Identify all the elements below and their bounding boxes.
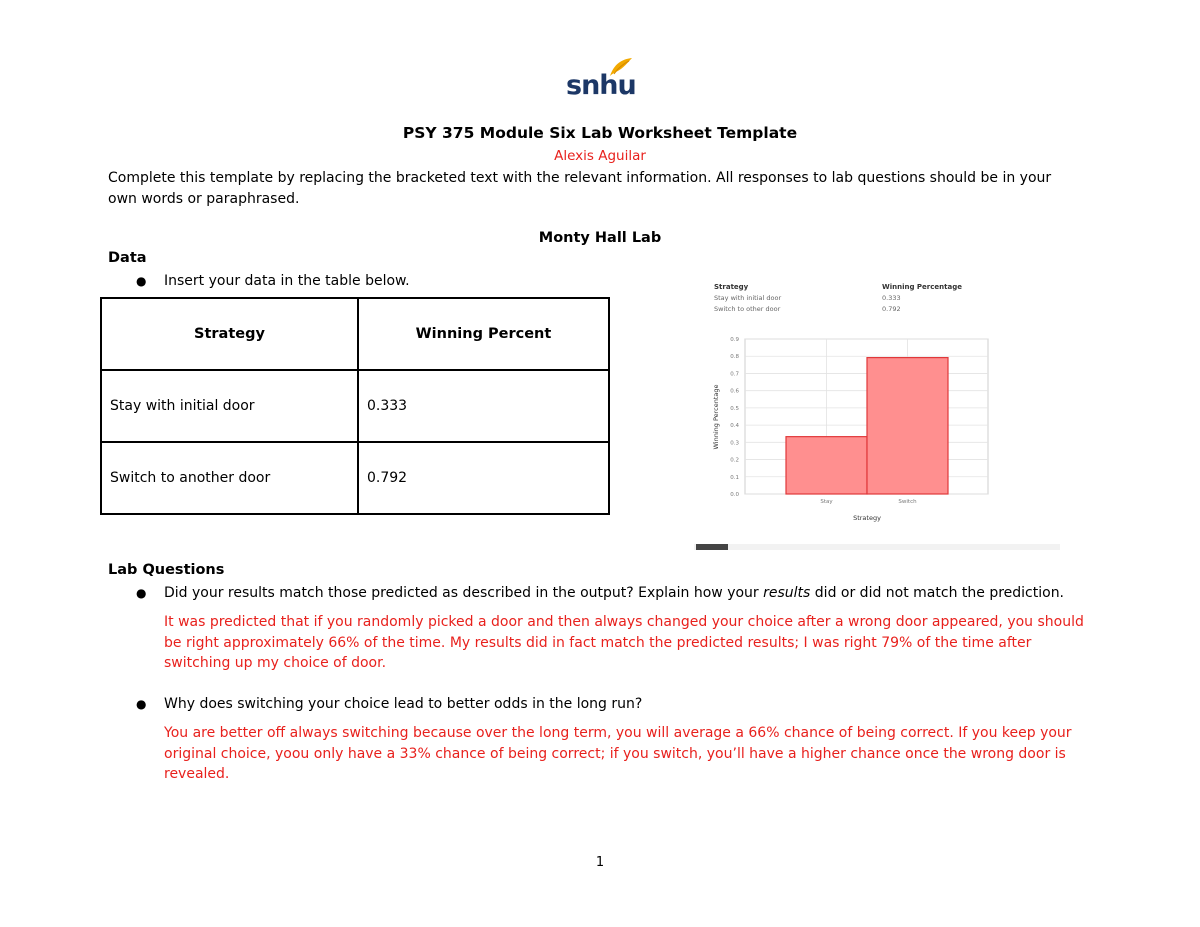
question-1-text-a: Did your results match those predicted as described in the output? Explain how your bbox=[164, 585, 764, 601]
table-row bbox=[101, 442, 609, 514]
question-2 bbox=[136, 694, 1094, 714]
table-cell: 0.333 bbox=[358, 370, 609, 442]
chart-y-tick-label: 0.8 bbox=[730, 354, 739, 361]
answer-2: You are better off always switching because over the long term, you will average a 66% chance of being correct. If you keep your original choice, yoou only have a 33% chance of being correct; if you switch, you’ll have a higher chance once the wrong door is revealed. bbox=[164, 725, 1072, 782]
chart-table-cell: Stay with initial door bbox=[714, 294, 782, 302]
logo-text: snhu bbox=[566, 70, 636, 101]
chart-y-tick-label: 0.7 bbox=[730, 371, 739, 378]
chart-y-tick-label: 0.6 bbox=[730, 388, 739, 395]
table-cell: 0.792 bbox=[358, 442, 609, 514]
bullet-icon: ● bbox=[136, 586, 147, 600]
chart-table-cell: 0.792 bbox=[882, 305, 901, 313]
lab-questions-heading: Lab Questions bbox=[108, 562, 225, 578]
question-1-text-b: did or did not match the prediction. bbox=[810, 585, 1065, 601]
chart-plot-area bbox=[730, 337, 988, 505]
bullet-icon: ● bbox=[136, 274, 147, 288]
data-bullet bbox=[136, 271, 410, 291]
table-cell: Stay with initial door bbox=[101, 370, 358, 442]
data-table bbox=[100, 297, 610, 515]
data-heading: Data bbox=[108, 250, 147, 266]
data-bullet-text: Insert your data in the table below. bbox=[164, 273, 410, 289]
chart-bar bbox=[786, 437, 867, 494]
chart-y-tick-label: 0.5 bbox=[730, 405, 739, 412]
table-row bbox=[101, 370, 609, 442]
chart-scrollbar-thumb[interactable] bbox=[696, 544, 728, 550]
chart-x-label: Strategy bbox=[853, 514, 881, 522]
chart-table-cell: 0.333 bbox=[882, 294, 901, 302]
chart-y-tick-label: 0.2 bbox=[730, 457, 739, 464]
chart-table-header: Strategy bbox=[714, 283, 749, 291]
table-cell: Switch to another door bbox=[101, 442, 358, 514]
question-2-text: Why does switching your choice lead to better odds in the long run? bbox=[164, 696, 643, 712]
author-name: Alexis Aguilar bbox=[554, 148, 646, 164]
table-header-cell: Strategy bbox=[101, 298, 358, 370]
chart-table-header: Winning Percentage bbox=[882, 283, 962, 291]
answer-1: It was predicted that if you randomly picked a door and then always changed your choice after a wrong door appeared, you should be right approximately 66% of the time. My results did in fact match the predicted results; I was right 79% of the time after switching up my choice of door. bbox=[164, 614, 1084, 671]
question-1-text-italic: results bbox=[763, 585, 811, 601]
results-chart bbox=[694, 262, 1060, 552]
chart-svg bbox=[694, 262, 1060, 552]
chart-x-tick-label: Switch bbox=[898, 499, 917, 505]
table-header-cell: Winning Percent bbox=[358, 298, 609, 370]
chart-table-cell: Switch to other door bbox=[714, 305, 781, 313]
chart-bar bbox=[867, 358, 948, 494]
page-number: 1 bbox=[595, 855, 605, 870]
chart-y-tick-label: 0.3 bbox=[730, 440, 739, 447]
bullet-icon: ● bbox=[136, 697, 147, 711]
chart-y-label: Winning Percentage bbox=[712, 384, 720, 450]
chart-y-tick-label: 0.1 bbox=[730, 474, 739, 481]
section-title: Monty Hall Lab bbox=[538, 230, 662, 246]
chart-y-tick-label: 0.0 bbox=[730, 492, 739, 498]
chart-x-tick-label: Stay bbox=[820, 499, 833, 505]
chart-scrollbar[interactable] bbox=[694, 544, 1060, 550]
chart-y-tick-label: 0.4 bbox=[730, 423, 739, 430]
question-1 bbox=[136, 583, 1094, 603]
snhu-logo bbox=[560, 56, 640, 106]
intro-paragraph: Complete this template by replacing the bracketed text with the relevant information. All responses to lab questions should be in your own words or paraphrased. bbox=[108, 170, 1052, 207]
table-header-row bbox=[101, 298, 609, 370]
document-title: PSY 375 Module Six Lab Worksheet Template bbox=[402, 124, 798, 142]
chart-y-tick-label: 0.9 bbox=[730, 337, 739, 343]
